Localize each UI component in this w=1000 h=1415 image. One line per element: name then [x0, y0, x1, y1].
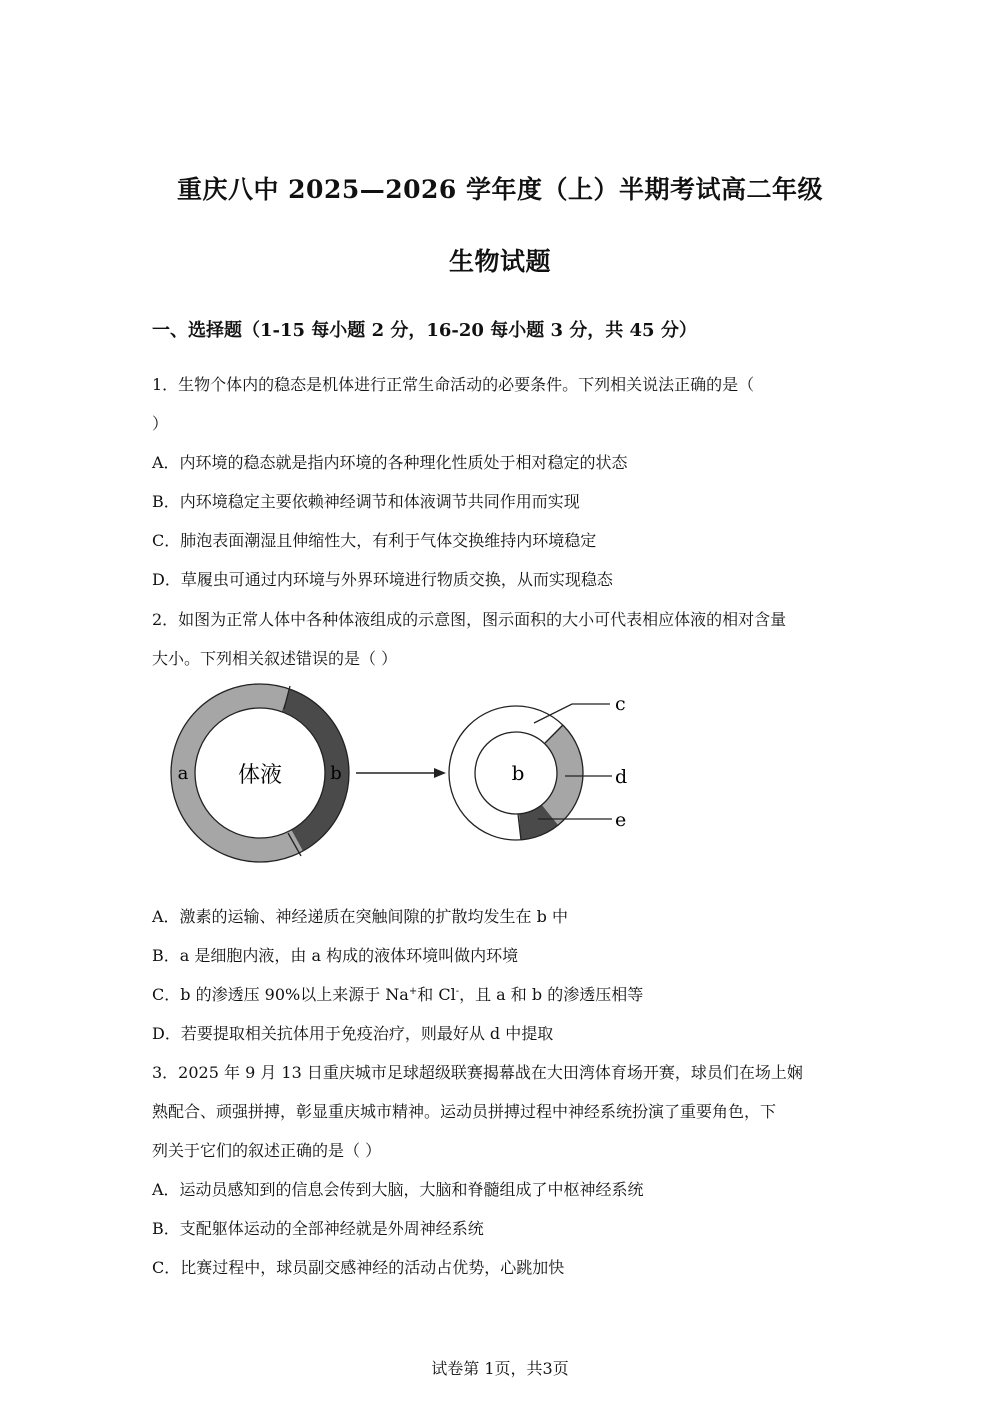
q3-stem-line3: 列关于它们的叙述正确的是（ ） [152, 1141, 382, 1160]
right-center-label: b [511, 761, 525, 785]
exam-subtitle: 生物试题 [448, 247, 551, 276]
q2-option-c-sup1: + [408, 986, 418, 997]
q1-option-a: A．内环境的稳态就是指内环境的各种理化性质处于相对稳定的状态 [152, 453, 628, 472]
q3-option-a: A．运动员感知到的信息会传到大脑，大脑和脊髓组成了中枢神经系统 [152, 1180, 644, 1199]
q1-stem-line1: 1．生物个体内的稳态是机体进行正常生命活动的必要条件。下列相关说法正确的是（ [152, 375, 755, 394]
q1-stem-line2: ） [152, 414, 169, 433]
q3-stem-line1: 3．2025 年 9 月 13 日重庆城市足球超级联赛揭幕战在大田湾体育场开赛，球员们在场上娴 [152, 1063, 803, 1082]
body-fluid-diagram [160, 680, 650, 870]
q2-stem-line1: 2．如图为正常人体中各种体液组成的示意图，图示面积的大小可代表相应体液的相对含量 [152, 610, 787, 629]
exam-title: 重庆八中 2025—2026 学年度（上）半期考试高二年级 [176, 175, 824, 204]
left-center-label: 体液 [237, 763, 283, 788]
q1-option-d: D．草履虫可通过内环境与外界环境进行物质交换，从而实现稳态 [152, 570, 613, 589]
right-label-c: c [615, 693, 626, 715]
q3-option-c: C．比赛过程中，球员副交感神经的活动占优势，心跳加快 [152, 1258, 565, 1277]
q2-option-c-part3: ，且 a 和 b 的渗透压相等 [459, 985, 644, 1004]
q2-option-b: B．a 是细胞内液，由 a 构成的液体环境叫做内环境 [152, 946, 519, 965]
q2-option-c-part1: C．b 的渗透压 90%以上来源于 Na [152, 985, 409, 1004]
right-ring-d-segment [550, 734, 570, 815]
q1-option-b: B．内环境稳定主要依赖神经调节和体液调节共同作用而实现 [152, 492, 580, 511]
q2-option-c [152, 982, 643, 1005]
left-label-b: b [330, 763, 342, 784]
left-label-a: a [177, 763, 189, 784]
q2-option-a: A．激素的运输、神经递质在突触间隙的扩散均发生在 b 中 [152, 907, 568, 926]
right-label-e: e [615, 809, 627, 831]
page-footer: 试卷第 1页，共3页 [431, 1359, 569, 1378]
q2-stem-line2: 大小。下列相关叙述错误的是（ ） [152, 649, 398, 668]
q2-option-d: D．若要提取相关抗体用于免疫治疗，则最好从 d 中提取 [152, 1024, 554, 1043]
q3-option-b: B．支配躯体运动的全部神经就是外周神经系统 [152, 1219, 484, 1238]
q1-option-c: C．肺泡表面潮湿且伸缩性大，有利于气体交换维持内环境稳定 [152, 531, 597, 550]
q3-stem-line2: 熟配合、顽强拼搏，彰显重庆城市精神。运动员拼搏过程中神经系统扮演了重要角色，下 [152, 1102, 777, 1121]
q2-option-c-part2: 和 Cl [417, 985, 456, 1004]
arrow-head [434, 768, 446, 778]
right-label-d: d [615, 766, 628, 788]
q2-option-c-sup2: - [455, 986, 460, 997]
section-heading: 一、选择题（1-15 每小题 2 分，16-20 每小题 3 分，共 45 分） [152, 320, 697, 341]
right-ring-e-segment [520, 815, 550, 827]
